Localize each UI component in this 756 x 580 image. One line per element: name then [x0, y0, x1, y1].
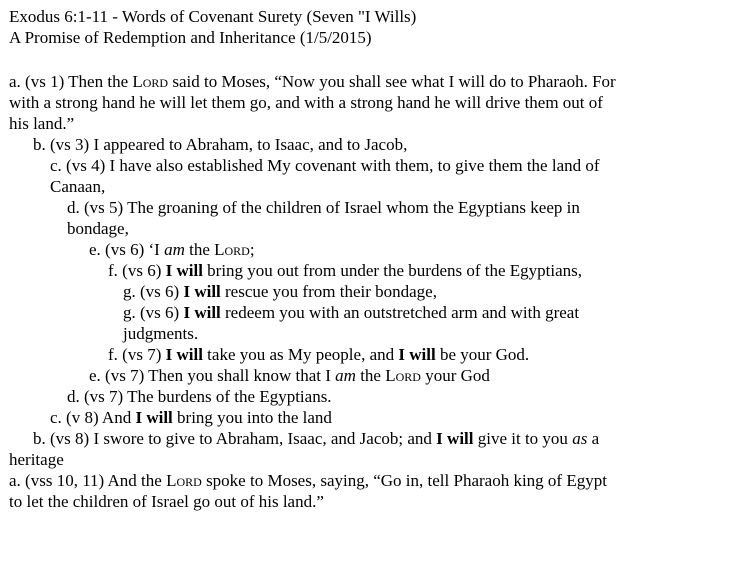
- small-caps-text: Lord: [166, 471, 202, 490]
- line-text: give it to you: [473, 429, 573, 448]
- outline-g-vs6-rescue: [9, 281, 749, 302]
- line-text: his land.”: [9, 114, 75, 133]
- line-text: a. (vs 1) Then the: [9, 72, 133, 91]
- emphasis-bold: I will: [165, 261, 203, 280]
- document-subtitle: A Promise of Redemption and Inheritance (1/5/2015): [9, 28, 372, 47]
- outline-e-vs7: [9, 365, 749, 386]
- outline-d-vs7: [9, 386, 749, 407]
- line-text: a. (vss 10, 11) And the: [9, 471, 167, 490]
- line-text: f. (vs 6): [108, 261, 166, 280]
- line-text: be your God.: [435, 345, 530, 364]
- outline-f-vs6: [9, 260, 749, 281]
- outline-b-vs8-cont: [9, 449, 749, 470]
- line-text: your God: [420, 366, 490, 385]
- outline-g-vs6-redeem: [9, 302, 749, 323]
- outline-a-vss10-11: [9, 470, 749, 491]
- line-text: with a strong hand he will let them go, and with a strong hand he will drive them out of: [9, 93, 603, 112]
- line-text: b. (vs 8) I swore to give to Abraham, Isaac, and Jacob; and: [33, 429, 437, 448]
- outline-g-vs6-redeem-cont: [9, 323, 749, 344]
- outline-a-vs1-cont2: [9, 113, 749, 134]
- line-text: said to Moses, “Now you shall see what I will do to Pharaoh. For: [168, 72, 616, 91]
- emphasis-bold: I will: [183, 282, 221, 301]
- line-text: take you as My people, and: [202, 345, 399, 364]
- line-text: g. (vs 6): [123, 282, 184, 301]
- line-text: bondage,: [67, 219, 129, 238]
- line-text: Canaan,: [50, 177, 106, 196]
- line-text: e. (vs 7) Then you shall know that I: [89, 366, 336, 385]
- outline-a-vs1: [9, 71, 749, 92]
- outline-a-vs1-cont1: [9, 92, 749, 113]
- small-caps-text: Lord: [132, 72, 169, 91]
- outline-b-vs3: [9, 134, 749, 155]
- outline-b-vs8: [9, 428, 749, 449]
- small-caps-text: Lord: [214, 240, 250, 259]
- emphasis-italic: am: [164, 240, 185, 259]
- emphasis-bold: I will: [183, 303, 221, 322]
- line-text: a: [587, 429, 600, 448]
- line-text: judgments.: [123, 324, 199, 343]
- emphasis-bold: I will: [165, 345, 203, 364]
- outline-c-v8: [9, 407, 749, 428]
- emphasis-bold: I will: [398, 345, 436, 364]
- line-text: bring you out from under the burdens of the Egyptians,: [202, 261, 583, 280]
- line-text: d. (vs 7) The burdens of the Egyptians.: [67, 387, 332, 406]
- line-text: rescue you from their bondage,: [220, 282, 437, 301]
- line-text: ;: [249, 240, 255, 259]
- spacer: [9, 48, 749, 71]
- small-caps-text: Lord: [385, 366, 421, 385]
- document: [9, 6, 749, 512]
- line-text: to let the children of Israel go out of his land.”: [9, 492, 324, 511]
- document-title: Exodus 6:1-11 - Words of Covenant Surety (Seven "I Wills): [9, 7, 417, 26]
- outline-c-vs4: [9, 155, 749, 176]
- line-text: heritage: [9, 450, 64, 469]
- line-text: spoke to Moses, saying, “Go in, tell Pharaoh king of Egypt: [201, 471, 607, 490]
- line-text: c. (vs 4) I have also established My covenant with them, to give them the land of: [50, 156, 600, 175]
- line-text: c. (v 8) And: [50, 408, 136, 427]
- outline-a-vss10-11-cont: [9, 491, 749, 512]
- line-text: d. (vs 5) The groaning of the children of Israel whom the Egyptians keep in: [67, 198, 580, 217]
- outline: [9, 71, 749, 512]
- outline-c-vs4-cont: [9, 176, 749, 197]
- line-text: f. (vs 7): [108, 345, 166, 364]
- emphasis-bold: I will: [436, 429, 474, 448]
- outline-e-vs6: [9, 239, 749, 260]
- emphasis-italic: as: [572, 429, 588, 448]
- line-text: e. (vs 6) ‘I: [89, 240, 165, 259]
- outline-d-vs5-cont: [9, 218, 749, 239]
- emphasis-italic: am: [335, 366, 356, 385]
- line-text: the: [355, 366, 386, 385]
- emphasis-bold: I will: [135, 408, 173, 427]
- line-text: the: [184, 240, 215, 259]
- line-text: bring you into the land: [172, 408, 332, 427]
- line-text: b. (vs 3) I appeared to Abraham, to Isaac, and to Jacob,: [33, 135, 408, 154]
- line-text: redeem you with an outstretched arm and with great: [220, 303, 580, 322]
- outline-d-vs5: [9, 197, 749, 218]
- outline-f-vs7: [9, 344, 749, 365]
- line-text: g. (vs 6): [123, 303, 184, 322]
